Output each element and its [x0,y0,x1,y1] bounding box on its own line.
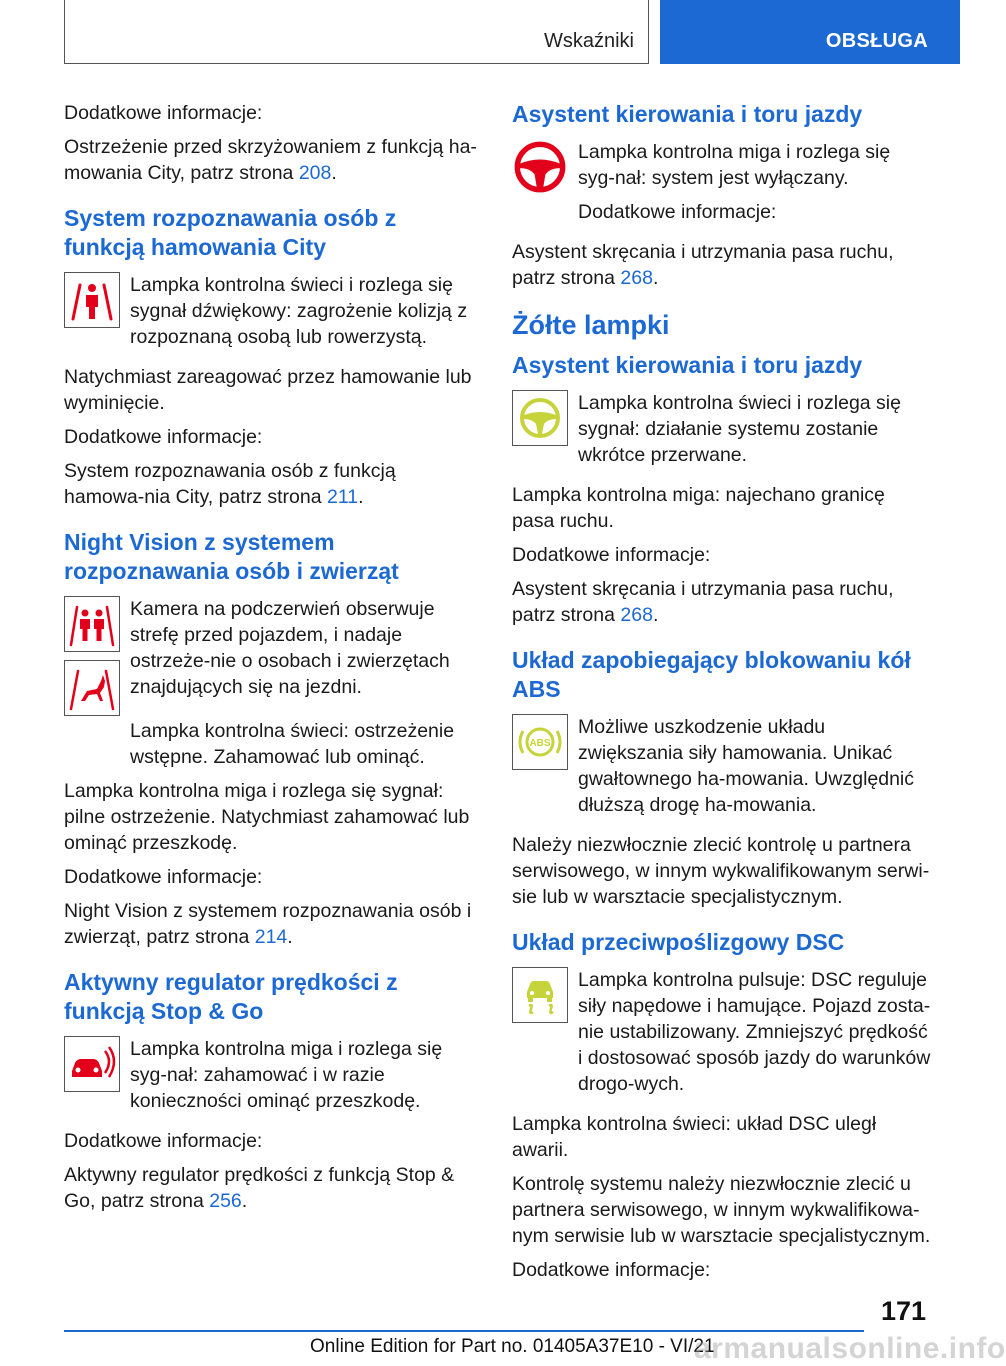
steering-wheel-yellow-icon [512,390,568,446]
indicator-block [64,272,480,358]
watermark: armanualsonline.info [694,1332,1006,1365]
lamp-description: Możliwe uszkodzenie układu zwiększania siły hamowania. Unikać gwałtownego ha-mowania. Uwzględnić dłuższą drogę ha-mowania. [578,716,915,816]
animal-warning-icon [64,660,120,716]
info-label: Dodatkowe informacje: [512,544,711,566]
page-link[interactable]: 256 [209,1190,242,1212]
action-text: Należy niezwłocznie zlecić kontrolę u partnera serwisowego, w innym wykwalifikowanym serwi-sie lub w warsztacie specjalistycznym. [512,834,930,908]
steering-wheel-red-icon [512,139,568,195]
lamp-description: Lampka kontrolna pulsuje: DSC reguluje siły napędowe i hamujące. Pojazd zosta-nie ustabilizowany. Zmniejszyć prędkość i dostosować sposób jazdy do warunków drogo-wych. [578,969,931,1095]
chapter-tab [660,0,960,64]
page-link[interactable]: 268 [620,267,653,289]
reference-text: Asystent skręcania i utrzymania pasa ruchu, patrz strona 268. [512,578,894,626]
heading-yellow-lamps: Żółte lampki [512,310,670,340]
lamp-description: Lampka kontrolna miga i rozlega się syg-nał: system jest wyłączany. [578,141,891,189]
indicator-block [512,967,932,1105]
info-label: Dodatkowe informacje: [64,866,263,888]
page-link[interactable]: 208 [298,162,332,184]
indicator-block [512,390,932,476]
right-column [512,100,932,1291]
edition-text: Online Edition for Part no. 01405A37E10 - VI/21 [310,1336,715,1357]
lamp-description: Lampka kontrolna miga i rozlega się syg-nał: zahamować i w razie konieczności ominąć przeszkodę. [130,1038,443,1112]
car-collision-warning-icon [64,1036,120,1092]
section-heading-acc: Aktywny regulator prędkości z funkcją Stop & Go [64,969,398,1024]
chapter-tab-label: OBSŁUGA [825,30,928,52]
info-label: Dodatkowe informacje: [578,201,777,223]
warning-text-urgent: Lampka kontrolna miga i rozlega się sygnał: pilne ostrzeżenie. Natychmiast zahamować lub ominąć przeszkodę. [64,780,470,854]
failure-text: Lampka kontrolna świeci: układ DSC uległ awarii. [512,1113,877,1161]
persons-warning-icon [64,596,120,652]
header-section-box [64,0,649,64]
section-heading-abs: Układ zapobiegający blokowaniu kół ABS [512,647,911,702]
section-heading-steering-yellow: Asystent kierowania i toru jazdy [512,352,863,378]
info-label: Dodatkowe informacje: [64,426,263,448]
dsc-skid-icon [512,967,568,1023]
pedestrian-warning-icon [64,272,120,328]
action-text: Natychmiast zareagować przez hamowanie lub wyminięcie. [64,366,472,414]
page-link[interactable]: 268 [620,604,653,626]
info-label: Dodatkowe informacje: [512,1259,711,1281]
page-link[interactable]: 211 [327,486,359,508]
warning-text-pre: Lampka kontrolna świeci: ostrzeżenie wstępne. Zahamować lub ominąć. [130,720,455,768]
indicator-block [64,596,480,716]
reference-text: Aktywny regulator prędkości z funkcją Stop & Go, patrz strona 256. [64,1164,455,1212]
reference-text: Night Vision z systemem rozpoznawania osób i zwierząt, patrz strona 214. [64,900,472,948]
section-heading-city-braking: System rozpoznawania osób z funkcją hamowania City [64,205,397,260]
section-title: Wskaźniki [543,30,634,52]
lamp-description: Kamera na podczerwień obserwuje strefę przed pojazdem, i nadaje ostrzeże-nie o osobach i zwierzętach znajdujących się na jezdni. [130,598,450,698]
section-heading-dsc: Układ przeciwpoślizgowy DSC [512,929,845,955]
reference-text: Asystent skręcania i utrzymania pasa ruchu, patrz strona 268. [512,241,894,289]
indicator-block [512,139,932,233]
reference-text: Ostrzeżenie przed skrzyżowaniem z funkcją ha-mowania City, patrz strona 208. [64,136,477,184]
reference-text: System rozpoznawania osób z funkcją hamowa-nia City, patrz strona 211. [64,460,396,508]
info-label: Dodatkowe informacje: [64,1130,263,1152]
abs-icon-text: ABS [529,738,551,749]
lamp-description: Lampka kontrolna świeci i rozlega się sygnał: działanie systemu zostanie wkrótce przerwane. [578,392,901,466]
indicator-block [512,714,932,826]
info-label: Dodatkowe informacje: [64,102,263,124]
indicator-block [64,1036,480,1122]
section-heading-steering-red: Asystent kierowania i toru jazdy [512,101,863,127]
section-heading-night-vision: Night Vision z systemem rozpoznawania osób i zwierząt [64,529,399,584]
lamp-description: Lampka kontrolna świeci i rozlega się sygnał dźwiękowy: zagrożenie kolizją z rozpoznaną osobą lub rowerzystą. [130,274,468,348]
page-link[interactable]: 214 [254,926,288,948]
abs-icon [512,714,568,770]
action-text: Kontrolę systemu należy niezwłocznie zlecić u partnera serwisowego, w innym wykwalifikowa-nym serwisie lub w warsztacie specjalistycznym. [512,1173,931,1247]
page-number: 171 [880,1296,926,1326]
left-column [64,100,480,1222]
blink-text: Lampka kontrolna miga: najechano granicę pasa ruchu. [512,484,885,532]
